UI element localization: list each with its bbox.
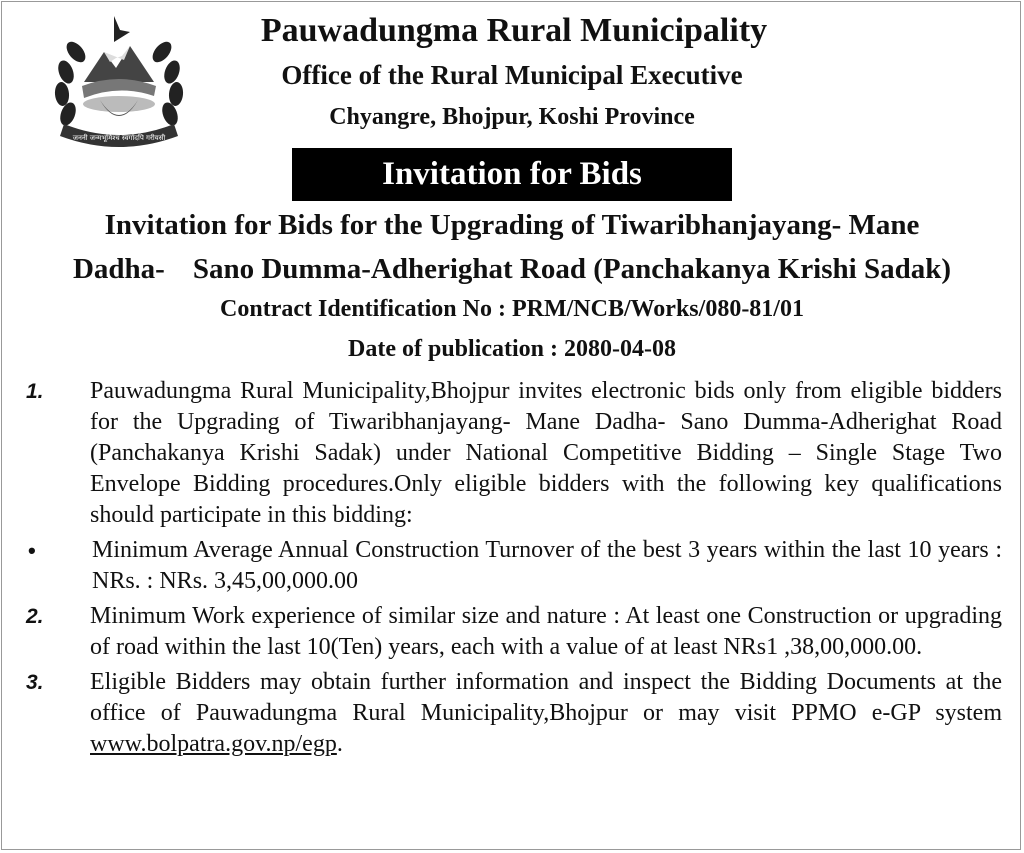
notice-title-line2	[0, 253, 1024, 286]
invitation-banner: Invitation for Bids	[292, 148, 732, 201]
emblem-motto: जननी जन्मभूमिश्च स्वर्गादपि गरीयसी	[72, 134, 166, 142]
egp-portal-link[interactable]: www.bolpatra.gov.np/egp	[90, 731, 337, 757]
office-address: Chyangre, Bhojpur, Koshi Province	[329, 104, 695, 130]
notice-title-line1: Invitation for Bids for the Upgrading of Tiwaribhanjayang- Mane	[104, 209, 920, 241]
item-text: Minimum Work experience of similar size and nature : At least one Construction or upgrading of road within the last 10(Ten) years, each with a value of at least NRs1 ,38,00,000.00.	[90, 603, 1002, 660]
publication-date: Date of publication : 2080-04-08	[348, 336, 676, 362]
municipality-name: Pauwadungma Rural Municipality	[260, 12, 768, 49]
bid-conditions-list	[24, 376, 1002, 764]
item-number: 2.	[26, 605, 44, 628]
item-text: Minimum Average Annual Construction Turnover of the best 3 years within the last 10 years : NRs. : NRs. 3,45,00,000.00	[92, 537, 1002, 594]
contract-id: Contract Identification No : PRM/NCB/Works/080-81/01	[220, 296, 804, 322]
list-item	[24, 667, 1002, 760]
notice-title-line2-part1: Dadha-	[72, 253, 165, 285]
notice-title-line2-part2: Sano Dumma-Adherighat Road (Panchakanya Krishi Sadak)	[192, 253, 952, 285]
item-number: 1.	[26, 380, 44, 403]
bullet-icon: •	[28, 538, 36, 563]
list-item	[24, 376, 1002, 531]
item-text: Pauwadungma Rural Municipality,Bhojpur invites electronic bids only from eligible bidders for the Upgrading of Tiwaribhanjayang- Mane Dadha- Sano Dumma-Adherighat Road (Panchakanya Krishi Sadak) under National Competitive Bidding – Single Stage Two Envelope Bidding procedures.Only eligible bidders with the following key qualifications should participate in this bidding:	[90, 378, 1002, 528]
item-text-after-link: .	[336, 731, 343, 757]
item-text	[90, 667, 1002, 760]
list-item	[24, 535, 1002, 597]
item-number: 3.	[26, 671, 44, 694]
list-item	[24, 601, 1002, 663]
item-text-before-link: Eligible Bidders may obtain further information and inspect the Bidding Documents at the office of Pauwadungma Rural Municipality,Bhojpur or may visit PPMO e-GP system	[90, 669, 1002, 726]
office-name: Office of the Rural Municipal Executive	[281, 60, 743, 90]
